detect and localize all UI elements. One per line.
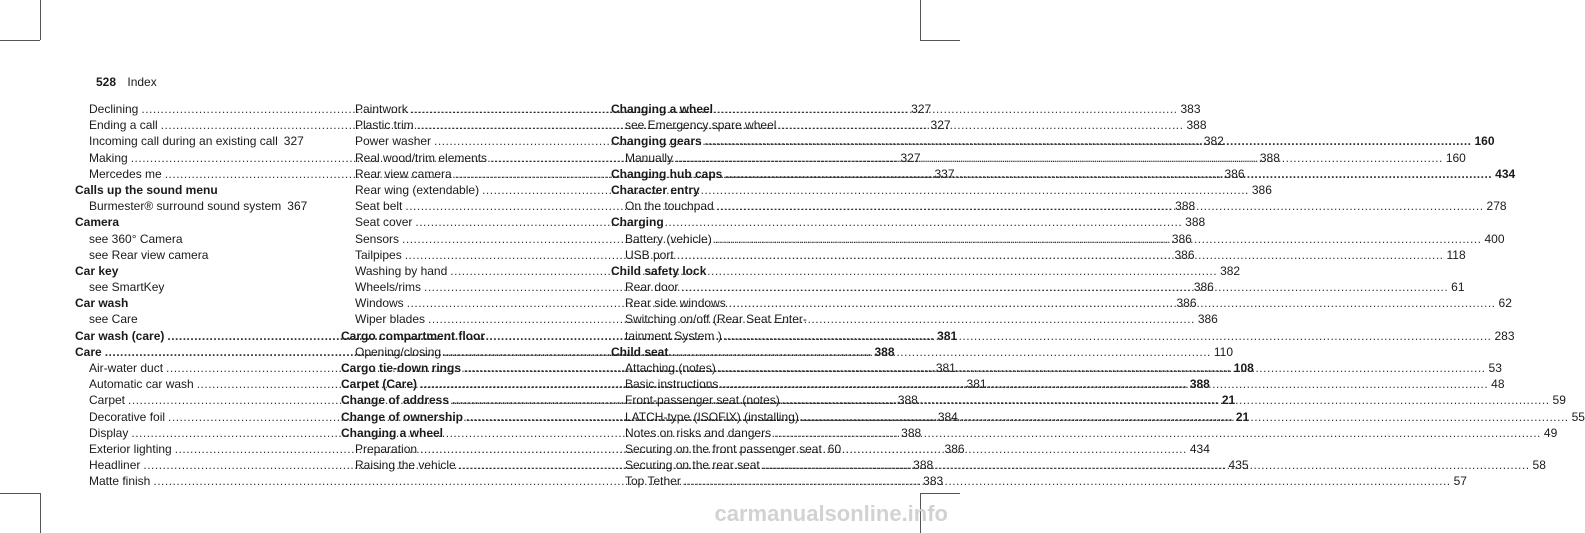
page-ref: 434 (1189, 441, 1210, 456)
entry-text: Opening/closing (355, 344, 442, 359)
page-ref: 381 (966, 377, 987, 392)
entry-text: Seat belt (355, 199, 403, 214)
leader-dots (684, 473, 1451, 489)
entry-text: Changing gears (611, 134, 702, 149)
entry-text: see Emergency spare wheel (625, 118, 777, 133)
entry-text: Rear door (625, 280, 679, 295)
page-ref: 388 (901, 425, 922, 440)
entry-text: Securing on the rear seat (625, 458, 760, 473)
page-ref: 382 (1203, 134, 1224, 149)
page-ref: 381 (937, 328, 958, 343)
page-ref: 388 (897, 393, 918, 408)
entry-text: Headliner (89, 458, 141, 473)
entry-text: Car wash (75, 296, 129, 311)
entry-text: tainment System ) (625, 328, 722, 343)
crop-mark (920, 40, 960, 41)
leader-dots (719, 360, 1486, 376)
leader-dots (763, 457, 1530, 473)
page-ref: 388 (913, 458, 934, 473)
page-ref: 59 (1552, 393, 1566, 408)
page-ref: 386 (1171, 231, 1192, 246)
index-entry (75, 263, 295, 279)
index-entry (75, 247, 295, 263)
entry-text: Raising the vehicle (355, 458, 456, 473)
entry-text: Decorative foil (89, 409, 166, 424)
entry-text: Display (89, 425, 129, 440)
entry-text: Rear view camera (355, 166, 452, 181)
crop-mark (0, 40, 40, 41)
page-ref: 48 (1491, 377, 1505, 392)
page-ref: 388 (874, 344, 895, 359)
entry-text: Character entry (611, 182, 700, 197)
entry-text: Carpet (89, 393, 126, 408)
page-ref: 382 (1220, 263, 1241, 278)
crop-mark (40, 0, 41, 40)
entry-text: Washing by hand (355, 263, 448, 278)
index-entry (611, 441, 841, 457)
index-entry (611, 263, 841, 279)
index-entry (341, 328, 571, 344)
page-ref: 57 (1453, 474, 1467, 489)
entry-text: Exterior lighting (89, 441, 172, 456)
entry-text: Camera (75, 215, 120, 230)
page-ref: 108 (1233, 361, 1254, 375)
entry-text: Switching on/off (Rear Seat Enter- (625, 312, 807, 327)
page-ref: 383 (923, 474, 944, 489)
entry-text: Car key (75, 263, 119, 278)
entry-text: Front-passenger seat (notes) (625, 393, 780, 408)
page-ref: 327 (930, 118, 951, 133)
page-ref: 388 (1186, 118, 1207, 133)
leader-dots (802, 409, 1569, 425)
entry-text: Car wash (care) (75, 328, 165, 343)
index-entry (341, 425, 571, 441)
entry-text: Wiper blades (355, 312, 426, 327)
crop-mark (0, 493, 40, 494)
leader-dots (729, 295, 1496, 311)
entry-text: Real wood/trim elements (355, 150, 488, 165)
entry-text: Sensors (355, 231, 400, 246)
entry-text: Seat cover (355, 215, 413, 230)
entry-text: Plastic trim (355, 118, 414, 133)
index-entry (75, 295, 295, 311)
index-entry (75, 279, 295, 295)
entry-text: Declining (89, 102, 139, 116)
page-ref: 388 (1175, 199, 1196, 214)
entry-text: Air-water duct (89, 361, 164, 375)
entry-text: see Care (89, 312, 138, 327)
page-ref: 21 (1221, 393, 1236, 408)
page-ref: 386 (1251, 182, 1272, 197)
entry-text: Changing hub caps (611, 166, 723, 181)
page-ref: 400 (1484, 231, 1505, 246)
entry-text: Preparation (355, 441, 418, 456)
entry-text: Wheels/rims (355, 280, 422, 295)
leader-dots (676, 150, 1443, 166)
page-ref: 278 (1486, 199, 1507, 214)
crop-mark (920, 493, 960, 494)
entry-text: Burmester® surround sound system (89, 199, 282, 214)
index-entry (611, 344, 841, 360)
entry-text: Change of address (341, 393, 450, 408)
entry-text: Mercedes me (89, 166, 162, 181)
entry-text: Ending a call (89, 118, 158, 133)
page-ref: 388 (1185, 215, 1206, 230)
entry-text: Changing a wheel (341, 425, 444, 440)
entry-text: Top Tether (625, 474, 681, 489)
entry-text: Windows (355, 296, 404, 311)
entry-text: LATCH-type (ISOFIX) (installing) (625, 409, 799, 424)
page-ref: 386 (944, 441, 965, 456)
page-ref: 384 (937, 409, 958, 424)
page-ref: 386 (1224, 166, 1245, 181)
section-title: Index (127, 75, 157, 89)
page-ref: 61 (1451, 280, 1465, 295)
leader-dots (725, 166, 1492, 182)
leader-dots (721, 376, 1488, 392)
index-entry (75, 182, 295, 198)
entry-text: Changing a wheel (611, 102, 714, 116)
page-ref: 60 (827, 441, 842, 456)
page-ref: 386 (1193, 280, 1214, 295)
leader-dots (482, 182, 1249, 198)
leader-dots (774, 425, 1541, 441)
crop-mark (40, 493, 41, 533)
page-ref: 58 (1532, 458, 1546, 473)
entry-text: Basic instructions (625, 377, 719, 392)
entry-text: Attaching (notes) (625, 361, 716, 375)
entry-text: Child safety lock (611, 263, 707, 278)
entry-text: USB port (625, 247, 674, 262)
entry-text: Rear wing (extendable) (355, 182, 480, 197)
entry-text: Automatic car wash (89, 377, 194, 392)
index-entry (611, 117, 841, 133)
entry-text: Matte finish (89, 474, 151, 489)
entry-text: Tailpipes (355, 247, 402, 262)
page-ref: 435 (1228, 458, 1249, 473)
page-ref: 383 (1180, 102, 1201, 116)
entry-text: On the touchpad (625, 199, 714, 214)
page-ref: 327 (911, 102, 932, 116)
entry-text: Making (89, 150, 128, 165)
page-ref: 55 (1571, 409, 1585, 424)
entry-text: Incoming call during an existing call (89, 134, 278, 149)
page-ref: 434 (1495, 166, 1516, 181)
page-ref: 381 (935, 361, 956, 375)
index-entry (75, 198, 308, 214)
entry-text: see SmartKey (89, 280, 165, 295)
entry-text: Battery (vehicle) (625, 231, 712, 246)
entry-text: Securing on the front passenger seat (625, 441, 822, 456)
page-ref: 327 (900, 150, 921, 165)
index-entry (611, 214, 841, 230)
entry-text: Change of ownership (341, 409, 464, 424)
entry-text: Care (75, 344, 102, 359)
index-entry (75, 311, 295, 327)
leader-dots (677, 247, 1444, 263)
index-entry (75, 214, 295, 230)
watermark: carmanualsonline.info (714, 501, 948, 526)
page-ref: 110 (1213, 344, 1233, 359)
leader-dots (715, 231, 1482, 247)
page-ref: 388 (1259, 150, 1280, 165)
page-ref: 62 (1498, 296, 1512, 311)
leader-dots (681, 279, 1448, 295)
page-ref: 160 (1474, 134, 1495, 149)
page-ref: 283 (1494, 328, 1515, 343)
leader-dots (725, 328, 1492, 344)
page-ref: 327 (283, 134, 304, 149)
page-header (96, 75, 157, 89)
page-ref: 49 (1543, 425, 1558, 440)
index-entry (75, 133, 304, 149)
page-ref: 337 (934, 166, 955, 181)
leader-dots (705, 133, 1472, 149)
page-number: 528 (96, 75, 117, 89)
entry-text: Child seat (611, 344, 669, 359)
entry-text: Carpet (Care) (341, 377, 418, 392)
entry-text: Rear side windows (625, 296, 726, 311)
entry-text: see 360° Camera (89, 231, 183, 246)
crop-mark (920, 0, 921, 40)
page-ref: 386 (1197, 312, 1218, 327)
entry-text: Paintwork (355, 102, 408, 116)
entry-text: Cargo tie-down rings (341, 361, 461, 375)
page-ref: 118 (1446, 247, 1466, 262)
entry-text: see Rear view camera (89, 247, 209, 262)
page-ref: 388 (1189, 377, 1210, 392)
entry-text: Cargo compartment floor (341, 328, 486, 343)
page-ref: 53 (1488, 361, 1502, 375)
page-ref: 160 (1445, 150, 1466, 165)
page-ref: 21 (1235, 409, 1250, 424)
entry-text: Charging (611, 215, 664, 230)
page-ref: 386 (1174, 247, 1195, 262)
page-ref: 367 (287, 199, 308, 214)
index-entry (611, 311, 841, 327)
leader-dots (717, 198, 1484, 214)
entry-text: Manually (625, 150, 674, 165)
leader-dots (783, 392, 1550, 408)
entry-text: Calls up the sound menu (75, 182, 218, 197)
entry-text: Notes on risks and dangers (625, 425, 772, 440)
index-entry (611, 182, 841, 198)
index-entry (611, 101, 841, 117)
page-ref: 386 (1176, 296, 1197, 311)
index-entry (75, 231, 295, 247)
entry-text: Power washer (355, 134, 432, 149)
